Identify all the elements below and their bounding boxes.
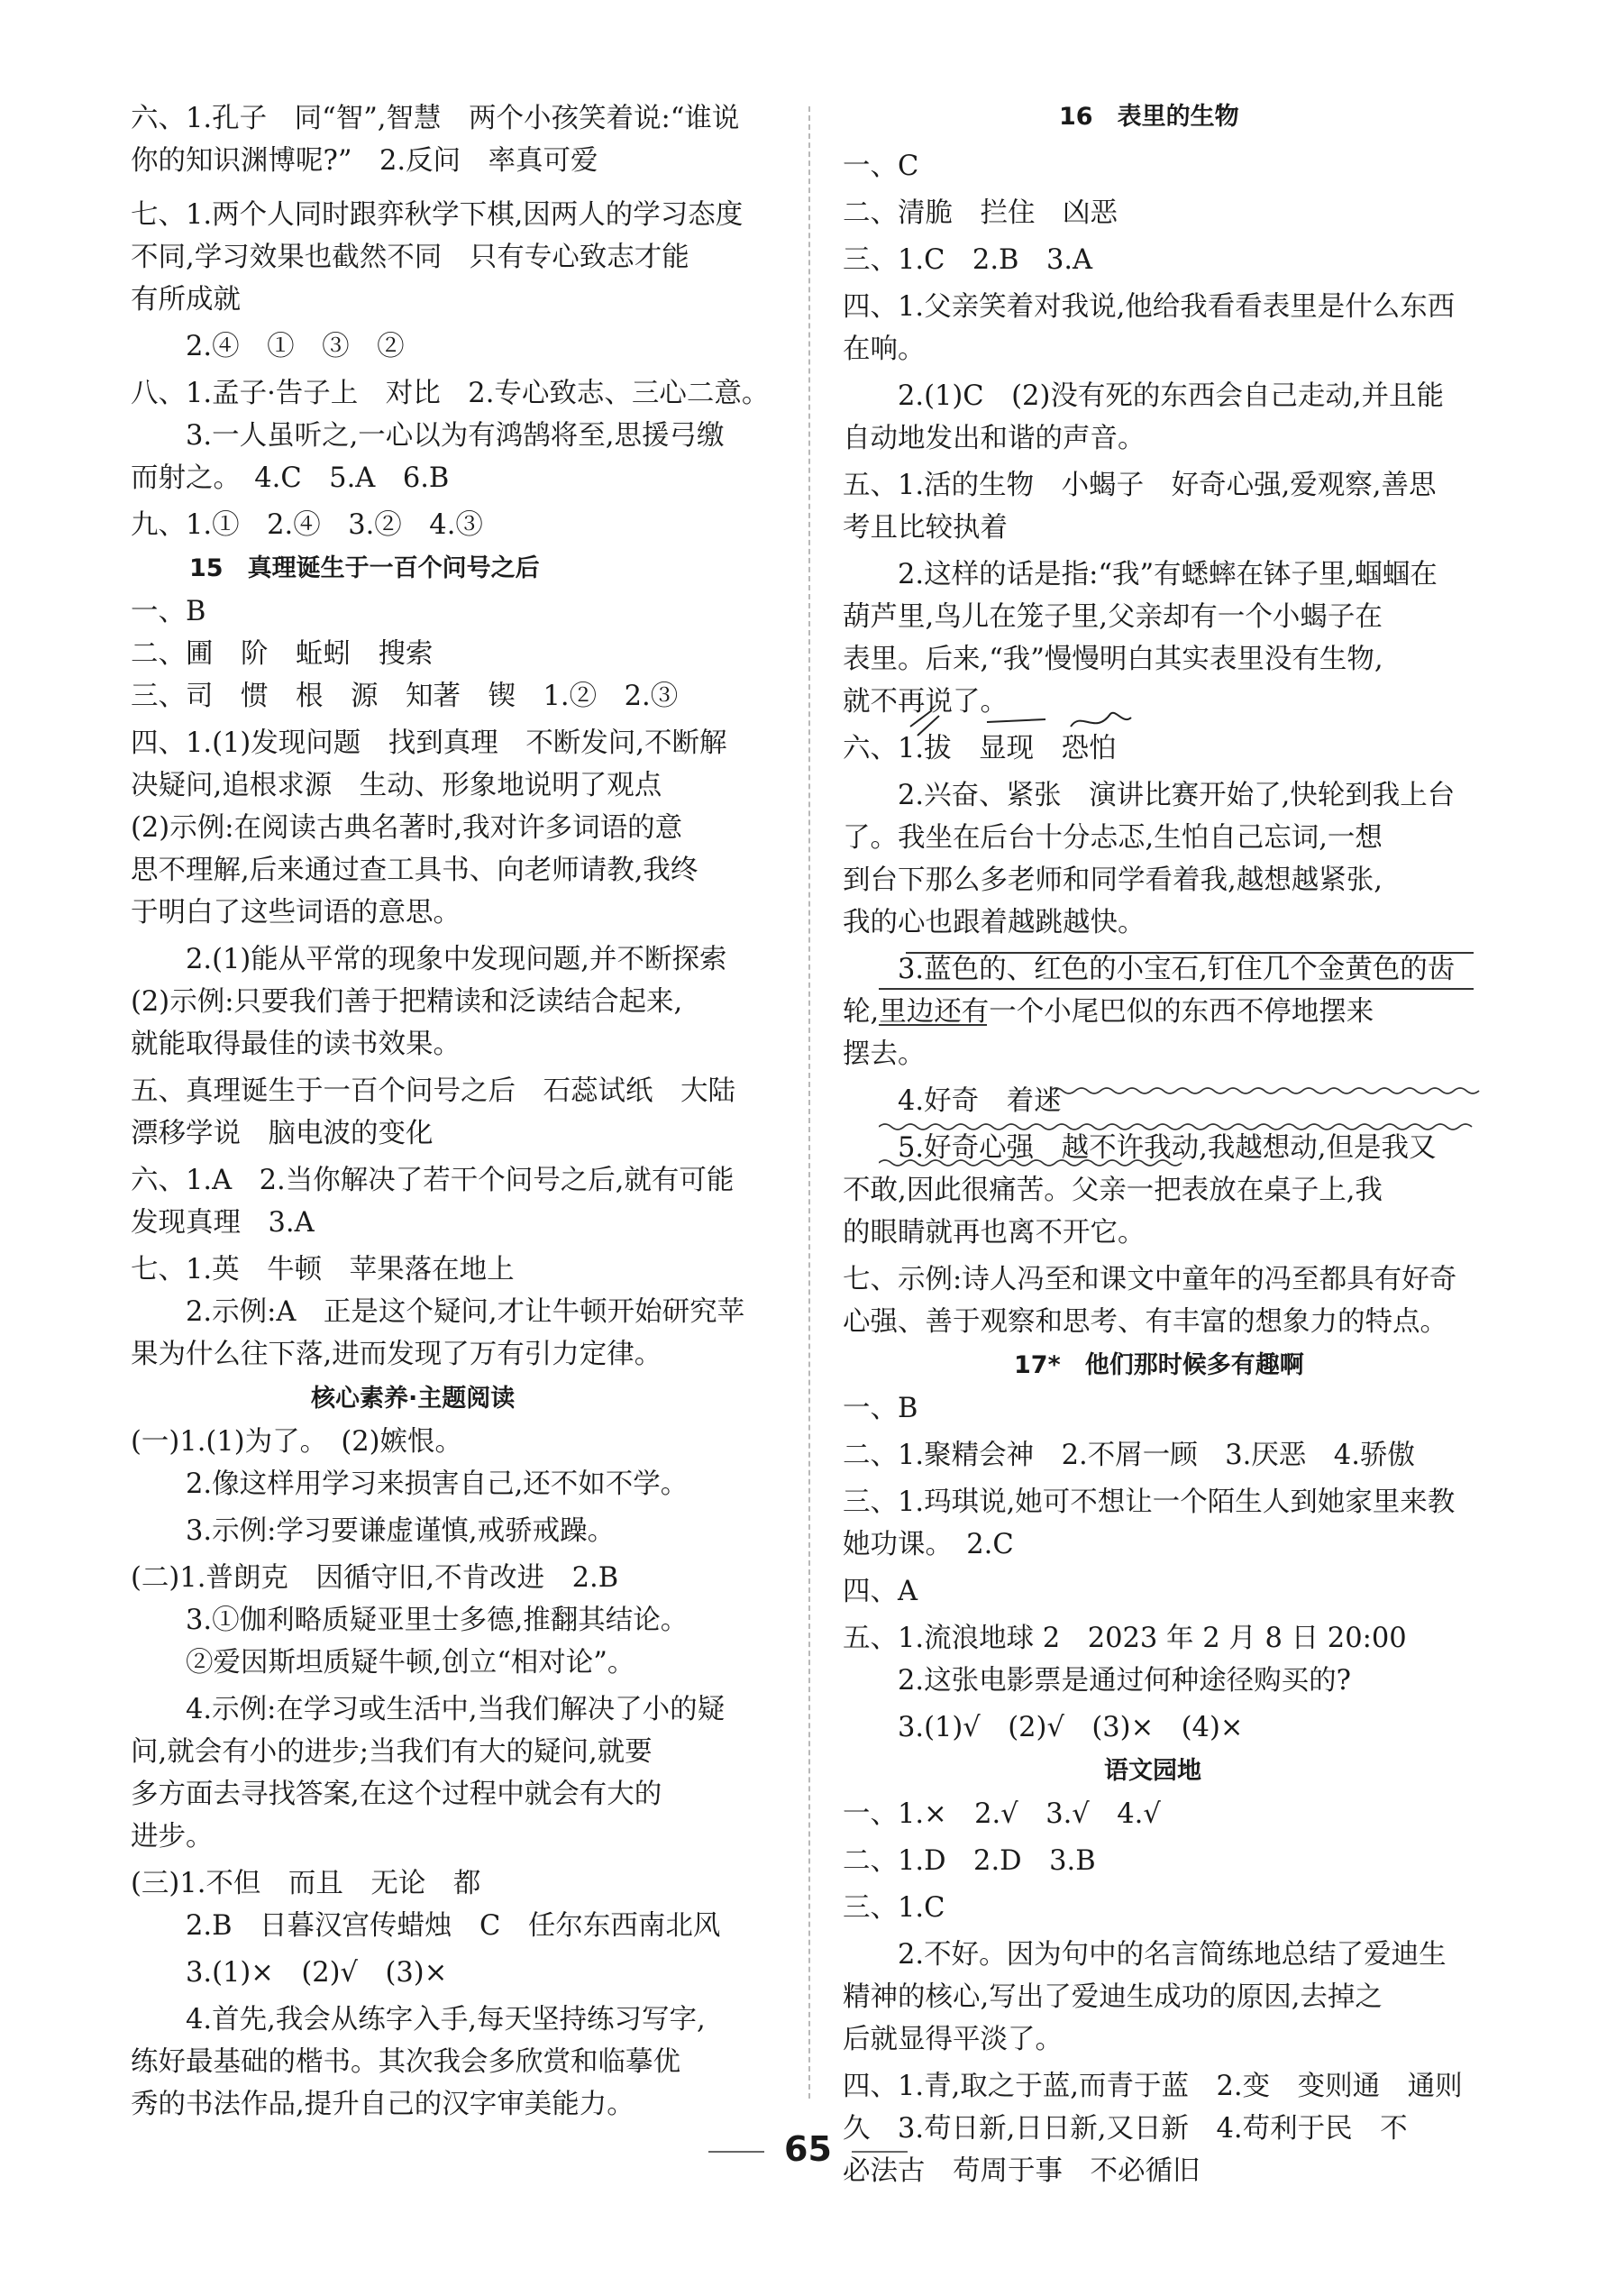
section-heading: 语文园地 [1104,1757,1201,1785]
answer-line: 的眼睛就再也离不开它。 [843,1217,1146,1249]
answer-line: 3.(1)√ (2)√ (3)× (4)× [843,1712,1244,1743]
answer-line: 一、1.× 2.√ 3.√ 4.√ [843,1798,1161,1830]
answer-line: 了。我坐在后台十分忐忑,生怕自己忘词,一想 [843,822,1383,854]
answer-line: 3.(1)× (2)√ (3)× [131,1957,448,1989]
answer-line: 问,就会有小的进步;当我们有大的疑问,就要 [131,1736,653,1768]
answer-line: 漂移学说 脑电波的变化 [131,1118,434,1149]
page-number: 65 [784,2129,832,2169]
answer-line: 2.不好。因为句中的名言简练地总结了爱迪生 [843,1939,1447,1971]
answer-line: 3.一人虽听之,一心以为有鸿鹄将至,思援弓缴 [131,420,725,452]
answer-line: 你的知识渊博呢?” 2.反问 率真可爱 [131,145,598,177]
answer-line: 我的心也跟着越跳越快。 [843,907,1146,938]
answer-line: 于明白了这些词语的意思。 [131,897,461,928]
answer-line: 3.①伽利略质疑亚里士多德,推翻其结论。 [131,1605,689,1636]
section-heading: 15 真理诞生于一百个问号之后 [189,554,540,582]
answer-line: 而射之。 4.C 5.A 6.B [131,462,450,494]
answer-line: 2.这样的话是指:“我”有蟋蟀在钵子里,蝈蝈在 [843,559,1438,590]
answer-line: 2.示例:A 正是这个疑问,才让牛顿开始研究苹 [131,1296,745,1328]
answer-line: 三、司 惯 根 源 知著 锲 1.② 2.③ [131,681,679,712]
answer-line: 2.兴奋、紧张 演讲比赛开始了,快轮到我上台 [843,780,1456,811]
answer-line: 精神的核心,写出了爱迪生成功的原因,去掉之 [843,1981,1383,2013]
answer-line: 2.(1)C (2)没有死的东西会自己走动,并且能 [843,380,1445,412]
answer-line: 进步。 [131,1821,214,1852]
answer-line: 三、1.C [843,1892,945,1924]
answer-line: 4.好奇 着迷 [843,1085,1062,1117]
answer-line: 葫芦里,鸟儿在笼子里,父亲却有一个小蝎子在 [843,601,1383,633]
answer-line: 一、B [131,596,206,627]
answer-line: 有所成就 [131,284,241,316]
answer-line: 不同,学习效果也截然不同 只有专心致志才能 [131,242,689,273]
answer-line: 在响。 [843,334,926,365]
answer-line: 到台下那么多老师和同学看着我,越想越紧张, [843,864,1383,896]
answer-line: 摆去。 [843,1038,926,1070]
answer-line: 三、1.C 2.B 3.A [843,244,1093,276]
answer-line: 3.蓝色的、红色的小宝石,钉住几个金黄色的齿 [843,954,1456,985]
column-divider [808,106,810,2099]
answer-line: 七、示例:诗人冯至和课文中童年的冯至都具有好奇 [843,1264,1457,1295]
footer-rule-right [852,2151,908,2153]
answer-line: 久 3.苟日新,日日新,又日新 4.苟利于民 不 [843,2113,1408,2145]
answer-line: 多方面去寻找答案,在这个过程中就会有大的 [131,1779,662,1810]
footer-rule-left [708,2151,764,2153]
answer-line: 秀的书法作品,提升自己的汉字审美能力。 [131,2089,635,2120]
answer-line: 自动地发出和谐的声音。 [843,423,1146,454]
answer-line: 五、1.活的生物 小蝎子 好奇心强,爱观察,善思 [843,470,1437,501]
wavy-underline [1050,1085,1483,1096]
answer-line: 思不理解,后来通过查工具书、向老师请教,我终 [131,855,698,886]
answer-line: 果为什么往下落,进而发现了万有引力定律。 [131,1339,662,1370]
answer-line: 二、清脆 拦住 凶恶 [843,197,1118,229]
answer-line: 决疑问,追根求源 生动、形象地说明了观点 [131,770,662,801]
answer-line: ②爱因斯坦质疑牛顿,创立“相对论”。 [131,1647,635,1679]
answer-line: 2.④ ① ③ ② [131,331,405,362]
answer-line: (2)示例:只要我们善于把精读和泛读结合起来, [131,986,683,1018]
answer-line: 练好最基础的楷书。其次我会多欣赏和临摹优 [131,2046,680,2078]
answer-line: 一、B [843,1393,918,1424]
answer-line: 四、1.父亲笑着对我说,他给我看看表里是什么东西 [843,291,1456,323]
answer-line: 2.像这样用学习来损害自己,还不如不学。 [131,1468,689,1500]
answer-line: 心强、善于观察和思考、有丰富的想象力的特点。 [843,1306,1447,1338]
answer-line: 二、1.D 2.D 3.B [843,1845,1096,1877]
answer-line: 就不再说了。 [843,686,1008,718]
answer-line: 必法古 苟周于事 不必循旧 [843,2155,1201,2187]
answer-line: (二)1.普朗克 因循守旧,不肯改进 2.B [131,1562,619,1594]
answer-line: 4.示例:在学习或生活中,当我们解决了小的疑 [131,1694,726,1725]
answer-line: 四、1.(1)发现问题 找到真理 不断发问,不断解 [131,727,727,759]
answer-line: 七、1.英 牛顿 苹果落在地上 [131,1254,515,1285]
answer-line: (2)示例:在阅读古典名著时,我对许多词语的意 [131,812,683,844]
answer-line: 二、1.聚精会神 2.不屑一顾 3.厌恶 4.骄傲 [843,1440,1415,1471]
answer-line: 她功课。 2.C [843,1529,1014,1560]
answer-line: 九、1.① 2.④ 3.② 4.③ [131,509,483,541]
answer-line: 一、C [843,151,919,182]
answer-line: 四、1.青,取之于蓝,而青于蓝 2.变 变则通 通则 [843,2071,1463,2102]
page-number-footer [0,2129,1616,2169]
section-heading: 16 表里的生物 [1059,103,1239,131]
answer-line: 二、圃 阶 蚯蚓 搜索 [131,638,434,670]
answer-line: 七、1.两个人同时跟弈秋学下棋,因两人的学习态度 [131,199,744,231]
answer-line: 3.示例:学习要谦虚谨慎,戒骄戒躁。 [131,1515,616,1547]
answer-line: 五、真理诞生于一百个问号之后 石蕊试纸 大陆 [131,1075,735,1107]
answer-line: 不敢,因此很痛苦。父亲一把表放在桌子上,我 [843,1175,1383,1206]
section-heading: 17* 他们那时候多有趣啊 [1014,1351,1304,1379]
answer-line: 考且比较执着 [843,512,1008,544]
answer-line: 就能取得最佳的读书效果。 [131,1029,461,1060]
answer-line: 表里。后来,“我”慢慢明白其实表里没有生物, [843,644,1383,675]
answer-line: 后就显得平淡了。 [843,2024,1063,2055]
answer-line: (三)1.不但 而且 无论 都 [131,1868,481,1899]
answer-line: 2.B 日暮汉宫传蜡烛 C 任尔东西南北风 [131,1910,721,1942]
answer-line: 5.好奇心强 越不许我动,我越想动,但是我又 [843,1132,1437,1164]
answer-line: 六、1.A 2.当你解决了若干个问号之后,就有可能 [131,1165,735,1196]
answer-line: 四、A [843,1576,918,1607]
answer-line: (一)1.(1)为了。 (2)嫉恨。 [131,1426,463,1458]
answer-line: 六、1.孔子 同“智”,智慧 两个小孩笑着说:“谁说 [131,103,740,134]
answer-line: 4.首先,我会从练字入手,每天坚持练习写字, [131,2004,706,2035]
section-heading: 核心素养·主题阅读 [311,1385,516,1413]
answer-line: 2.这张电影票是通过何种途径购买的? [843,1665,1351,1697]
answer-line: 发现真理 3.A [131,1207,315,1239]
underline-sentence [879,988,1474,990]
answer-line: 六、1.拔 显现 恐怕 [843,733,1117,764]
answer-line: 八、1.孟子·告子上 对比 2.专心致志、三心二意。 [131,378,770,409]
answer-line: 2.(1)能从平常的现象中发现问题,并不断探索 [131,944,727,975]
answer-line: 轮,里边还有一个小尾巴似的东西不停地摆来 [843,996,1374,1028]
answer-line: 五、1.流浪地球 2 2023 年 2 月 8 日 20:00 [843,1623,1407,1654]
answer-line: 三、1.玛琪说,她可不想让一个陌生人到她家里来教 [843,1486,1456,1518]
